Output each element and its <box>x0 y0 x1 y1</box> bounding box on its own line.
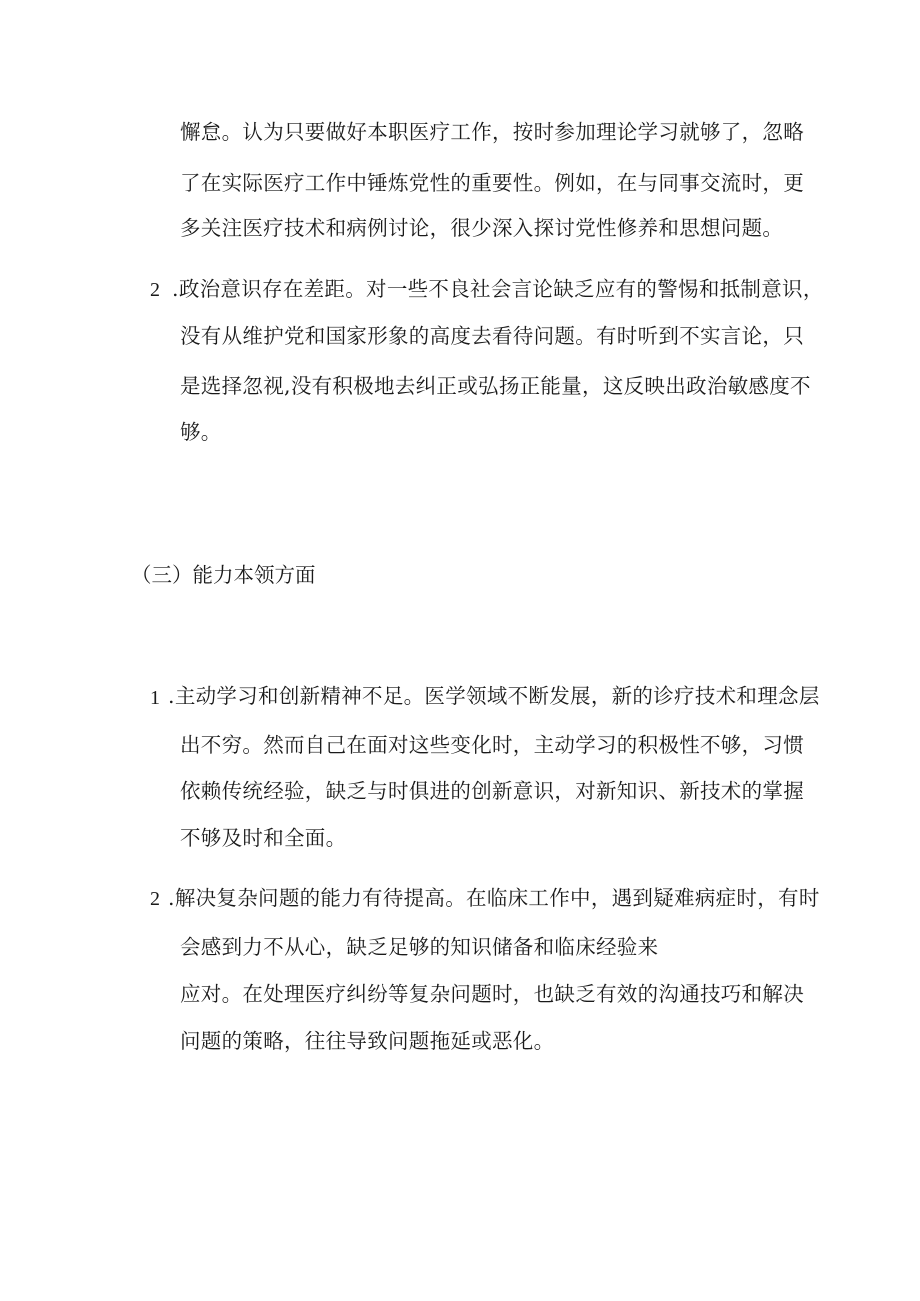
item-number: 1 <box>150 687 160 709</box>
text-line: 够。 <box>180 420 222 444</box>
text-line: .政治意识存在差距。对一些不良社会言论缺乏应有的警惕和抵制意识， <box>172 277 824 301</box>
text-line: 多关注医疗技术和病例讨论，很少深入探讨党性修养和思想问题。 <box>180 216 784 240</box>
text-line: 懈怠。认为只要做好本职医疗工作，按时参加理论学习就够了，忽略 <box>180 120 804 144</box>
section-heading: （三）能力本领方面 <box>131 563 316 587</box>
text-line: .解决复杂问题的能力有待提高。在临床工作中，遇到疑难病症时，有时 <box>168 886 820 910</box>
text-line: 了在实际医疗工作中锤炼党性的重要性。例如，在与同事交流时，更 <box>180 171 804 195</box>
text-line: 没有从维护党和国家形象的高度去看待问题。有时听到不实言论，只 <box>180 324 804 348</box>
item-number: 2 <box>150 279 160 301</box>
text-line: 会感到力不从心，缺乏足够的知识储备和临床经验来 <box>180 935 659 959</box>
text-line: 应对。在处理医疗纠纷等复杂问题时，也缺乏有效的沟通技巧和解决 <box>180 982 804 1006</box>
text-line: 依赖传统经验，缺乏与时俱进的创新意识，对新知识、新技术的掌握 <box>180 779 804 803</box>
text-line: .主动学习和创新精神不足。医学领域不断发展，新的诊疗技术和理念层 <box>168 684 820 708</box>
item-number: 2 <box>150 888 160 910</box>
text-line: 不够及时和全面。 <box>180 826 347 850</box>
text-line: 出不穷。然而自己在面对这些变化时，主动学习的积极性不够，习惯 <box>180 733 804 757</box>
text-line: 问题的策略，往往导致问题拖延或恶化。 <box>180 1029 555 1053</box>
text-line: 是选择忽视,没有积极地去纠正或弘扬正能量，这反映出政治敏感度不 <box>180 374 811 398</box>
